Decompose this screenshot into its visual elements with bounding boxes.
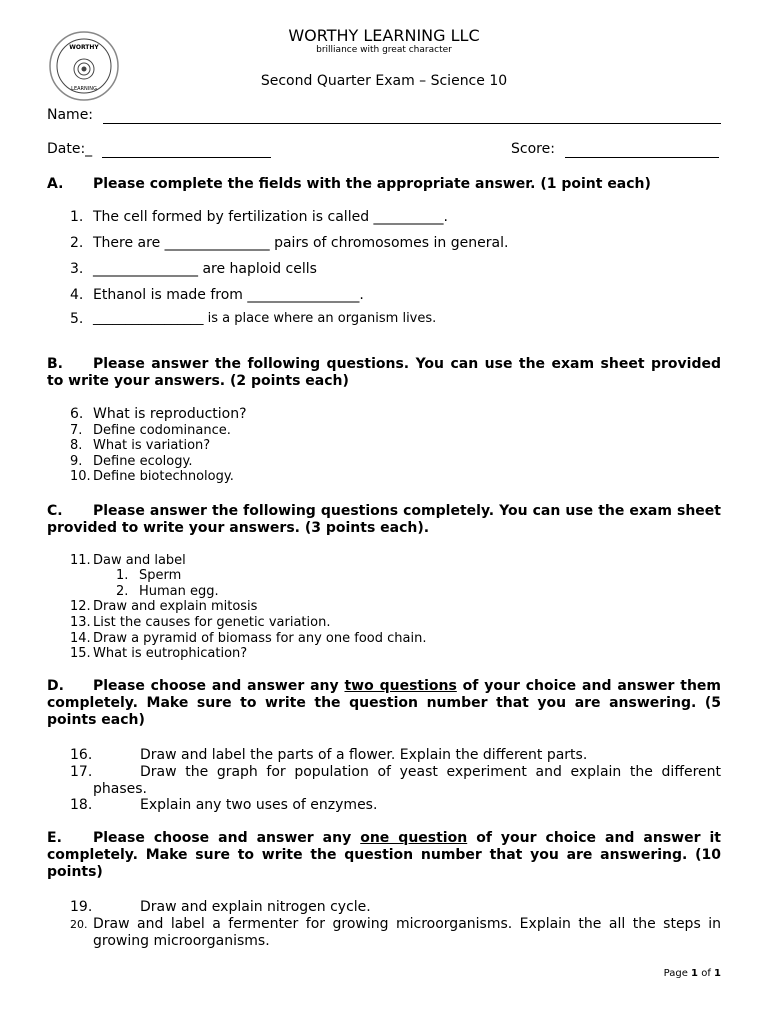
question-item bbox=[70, 235, 509, 251]
company-name: WORTHY LEARNING LLC bbox=[288, 26, 480, 45]
score-label: Score: bbox=[511, 141, 555, 157]
section-heading-text-cont: of your choice and answer it completely. Make sure to write the question number that you are answering. (10 points) bbox=[47, 830, 721, 880]
question-item bbox=[70, 287, 364, 303]
question-item bbox=[70, 916, 721, 950]
question-text: Define ecology. bbox=[93, 454, 193, 469]
section-heading-text: Please complete the fields with the appropriate answer. (1 point each) bbox=[93, 176, 651, 192]
exam-title: Second Quarter Exam – Science 10 bbox=[260, 73, 508, 89]
question-number: 11. bbox=[70, 553, 91, 568]
question-number: 7. bbox=[70, 423, 83, 438]
question-item bbox=[70, 797, 378, 813]
name-line[interactable] bbox=[103, 123, 721, 124]
question-item bbox=[70, 615, 331, 630]
page-total: 1 bbox=[714, 968, 721, 979]
question-text: What is reproduction? bbox=[93, 406, 247, 422]
question-number: 5. bbox=[70, 311, 84, 327]
question-number: 1. bbox=[70, 209, 84, 225]
question-number: 15. bbox=[70, 646, 91, 661]
section-d-heading bbox=[47, 678, 721, 729]
question-text: List the causes for genetic variation. bbox=[93, 615, 331, 630]
date-label: Date:_ bbox=[47, 141, 93, 157]
question-item bbox=[70, 311, 437, 327]
of-word: of bbox=[701, 968, 711, 979]
question-number: 2. bbox=[70, 235, 84, 251]
question-item bbox=[70, 631, 427, 646]
question-item bbox=[70, 406, 247, 422]
question-text: Daw and label bbox=[93, 553, 186, 568]
score-line[interactable] bbox=[565, 157, 719, 158]
section-heading-text: Please answer the following questions completely. You can use the exam sheet provided to write your answers. (3 points each). bbox=[47, 503, 721, 536]
question-text: There are _______________ pairs of chromosomes in general. bbox=[93, 235, 509, 251]
question-text: Draw and explain nitrogen cycle. bbox=[140, 899, 371, 915]
question-text: What is eutrophication? bbox=[93, 646, 248, 661]
question-item bbox=[70, 899, 371, 915]
question-number: 10. bbox=[70, 469, 91, 484]
sub-item bbox=[116, 568, 182, 583]
question-text: Draw and explain mitosis bbox=[93, 599, 258, 614]
section-c-heading bbox=[47, 503, 721, 537]
question-number: 8. bbox=[70, 438, 83, 453]
question-text: _______________ are haploid cells bbox=[93, 261, 317, 277]
section-heading-text: Please choose and answer any bbox=[93, 830, 361, 846]
question-text: Draw and label a fermenter for growing microorganisms. Explain the all the steps in growing microorganisms. bbox=[93, 916, 721, 949]
sub-item-text: Sperm bbox=[139, 568, 182, 583]
question-text: Ethanol is made from ________________. bbox=[93, 287, 364, 303]
question-text: What is variation? bbox=[93, 438, 211, 453]
question-item bbox=[70, 646, 248, 661]
logo-text-bottom: LEARNING bbox=[71, 86, 97, 92]
question-number: 14. bbox=[70, 631, 91, 646]
question-text: The cell formed by fertilization is called __________. bbox=[93, 209, 448, 225]
question-number: 3. bbox=[70, 261, 84, 277]
name-label: Name: bbox=[47, 107, 94, 123]
question-text: Define biotechnology. bbox=[93, 469, 234, 484]
question-item bbox=[70, 209, 448, 225]
section-heading-emphasis: two questions bbox=[344, 678, 457, 694]
section-letter: D. bbox=[47, 678, 64, 694]
question-number: 20. bbox=[70, 918, 88, 931]
question-number: 4. bbox=[70, 287, 84, 303]
section-heading-text-cont: of your choice and answer them completely. Make sure to write the question number that you are answering. (5 points each) bbox=[47, 678, 721, 728]
page-number: 1 bbox=[691, 968, 699, 979]
sub-item-number: 1. bbox=[116, 568, 129, 583]
section-b-heading bbox=[47, 356, 721, 390]
section-letter: C. bbox=[47, 503, 63, 519]
section-letter: B. bbox=[47, 356, 63, 372]
page-footer bbox=[664, 968, 721, 979]
question-text: _________________ is a place where an organism lives. bbox=[93, 311, 437, 326]
section-letter: A. bbox=[47, 176, 64, 192]
company-tagline: brilliance with great character bbox=[316, 45, 452, 55]
section-heading-text: Please answer the following questions. You can use the exam sheet provided to write your answers. (2 points each) bbox=[47, 356, 721, 389]
section-heading-text: Please choose and answer any bbox=[93, 678, 345, 694]
question-item bbox=[70, 423, 231, 438]
question-number: 18. bbox=[70, 797, 93, 813]
question-item bbox=[70, 469, 234, 484]
question-item bbox=[70, 454, 193, 469]
question-item bbox=[70, 764, 721, 798]
question-number: 6. bbox=[70, 406, 84, 422]
question-number: 13. bbox=[70, 615, 91, 630]
question-number: 12. bbox=[70, 599, 91, 614]
question-text: Draw a pyramid of biomass for any one food chain. bbox=[93, 631, 427, 646]
question-item bbox=[70, 261, 317, 277]
question-number: 16. bbox=[70, 747, 93, 763]
question-item bbox=[70, 599, 258, 614]
question-item bbox=[70, 747, 588, 763]
question-number: 17. bbox=[70, 764, 93, 780]
section-letter: E. bbox=[47, 830, 62, 846]
question-item bbox=[70, 553, 186, 568]
question-text: Draw the graph for population of yeast experiment and explain the different phases. bbox=[93, 764, 721, 797]
question-text: Draw and label the parts of a flower. Explain the different parts. bbox=[140, 747, 588, 763]
sub-item-text: Human egg. bbox=[139, 584, 219, 599]
question-text: Define codominance. bbox=[93, 423, 231, 438]
question-text: Explain any two uses of enzymes. bbox=[140, 797, 378, 813]
question-item bbox=[70, 438, 211, 453]
sub-item bbox=[116, 584, 219, 599]
section-e-heading bbox=[47, 830, 721, 881]
question-number: 9. bbox=[70, 454, 83, 469]
question-number: 19. bbox=[70, 899, 93, 915]
sub-item-number: 2. bbox=[116, 584, 129, 599]
page-word: Page bbox=[663, 968, 688, 979]
section-a-heading bbox=[47, 176, 721, 193]
logo-text-top: WORTHY bbox=[69, 44, 99, 51]
section-heading-emphasis: one question bbox=[360, 830, 468, 846]
date-line[interactable] bbox=[102, 157, 271, 158]
